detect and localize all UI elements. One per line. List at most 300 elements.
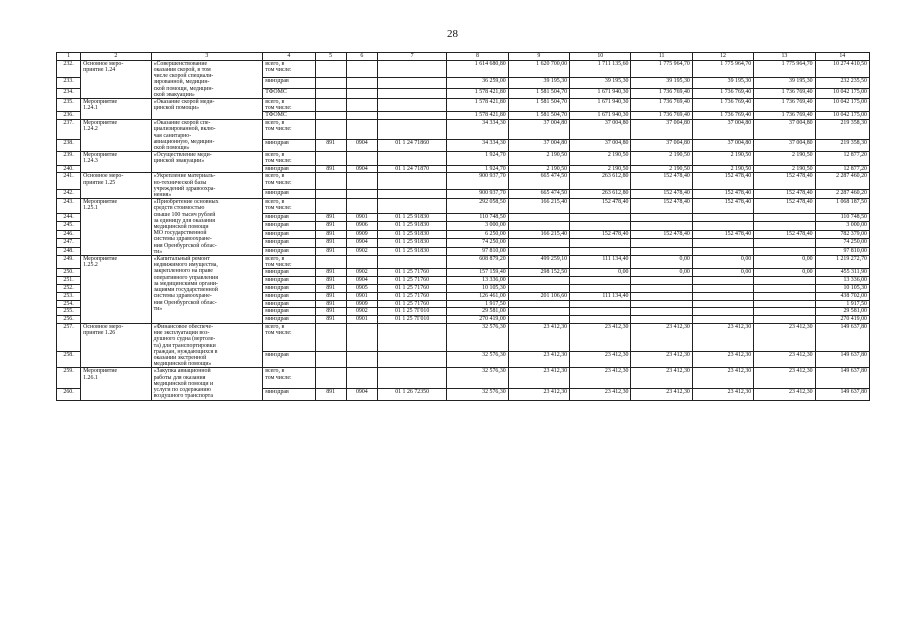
year-amount-cell: 39 195,30 — [631, 78, 692, 88]
executor-cell: минздрав — [263, 140, 315, 152]
section-code-cell — [346, 60, 377, 78]
year-amount-cell — [631, 316, 692, 324]
total-amount-cell: 1 068 187,50 — [815, 199, 869, 214]
executor-cell: минздрав — [263, 247, 315, 255]
grbs-code-cell: 891 — [315, 140, 346, 152]
row-number-cell: 258. — [57, 352, 81, 368]
year-amount-cell: 1 736 769,40 — [692, 99, 753, 112]
row-number-cell: 246. — [57, 230, 81, 238]
year-amount-cell: 499 259,10 — [508, 256, 569, 269]
executor-cell: всего, в том числе: — [263, 173, 315, 189]
year-amount-cell — [692, 300, 753, 308]
activity-description-cell: «Финансовое обеспече- ние эксплуатации воз- душного судна (вертоле- та) для транспортировки граждан, нуждающихся в оказании экстренной медицинской помощи» — [151, 324, 263, 368]
total-amount-cell: 12 877,20 — [815, 165, 869, 173]
row-number-cell: 250. — [57, 269, 81, 277]
year-amount-cell: 23 412,30 — [754, 388, 815, 400]
year-amount-cell: 23 412,30 — [754, 368, 815, 388]
row-number-cell: 241. — [57, 173, 81, 189]
table-row — [57, 173, 870, 189]
executor-cell: минздрав — [263, 352, 315, 368]
year-amount-cell: 0,00 — [570, 269, 631, 277]
year-amount-cell: 39 195,30 — [692, 78, 753, 88]
section-code-cell: 0901 — [346, 316, 377, 324]
year-amount-cell — [570, 316, 631, 324]
year-amount-cell: 1 775 964,70 — [692, 60, 753, 78]
executor-cell: всего, в том числе: — [263, 324, 315, 352]
year-amount-cell: 0,00 — [754, 256, 815, 269]
year-amount-cell: 292 058,50 — [447, 199, 508, 214]
year-amount-cell: 152 478,40 — [631, 230, 692, 238]
year-amount-cell: 23 412,30 — [754, 324, 815, 352]
section-code-cell: 0901 — [346, 292, 377, 300]
executor-cell: минздрав — [263, 300, 315, 308]
year-amount-cell: 37 004,80 — [754, 120, 815, 140]
column-number: 2 — [81, 53, 151, 61]
year-amount-cell — [754, 277, 815, 285]
year-amount-cell: 152 478,40 — [754, 230, 815, 238]
target-article-cell: 01 1 25 71760 — [377, 292, 446, 300]
activity-description-cell: «Оказание скорой спе- циализированной, вклю- чая санитарно- авиационную, медицин- ской помощи» — [151, 120, 263, 152]
activity-name-cell: Мероприятие 1.24.2 — [81, 120, 151, 152]
target-article-cell: 01 1 25 91830 — [377, 230, 446, 238]
grbs-code-cell — [315, 78, 346, 88]
grbs-code-cell — [315, 324, 346, 352]
executor-cell: минздрав — [263, 277, 315, 285]
total-amount-cell: 10 274 410,50 — [815, 60, 869, 78]
table-row — [57, 256, 870, 269]
activity-name-cell: Основное меро- приятие 1.25 — [81, 173, 151, 199]
year-amount-cell: 1 614 680,80 — [447, 60, 508, 78]
year-amount-cell: 39 195,30 — [754, 78, 815, 88]
year-amount-cell — [508, 316, 569, 324]
total-amount-cell: 3 000,00 — [815, 222, 869, 230]
year-amount-cell — [570, 285, 631, 293]
row-number-cell: 236. — [57, 112, 81, 120]
year-amount-cell — [570, 308, 631, 316]
target-article-cell: 01 1 24 71870 — [377, 165, 446, 173]
activity-name-cell: Основное меро- приятие 1.26 — [81, 324, 151, 368]
year-amount-cell — [631, 213, 692, 221]
activity-description-cell: «Приобретение основных средств стоимостью свыше 100 тысяч рублей за единицу для оказания медицинской помощи МО государственной системы здравоохране- ния Оренбургской облас- ти» — [151, 199, 263, 256]
year-amount-cell: 1 736 769,40 — [754, 99, 815, 112]
grbs-code-cell — [315, 368, 346, 388]
year-amount-cell: 152 478,40 — [631, 189, 692, 199]
year-amount-cell — [754, 239, 815, 247]
year-amount-cell — [508, 300, 569, 308]
year-amount-cell: 0,00 — [692, 256, 753, 269]
grbs-code-cell: 891 — [315, 388, 346, 400]
total-amount-cell: 2 287 460,20 — [815, 173, 869, 189]
year-amount-cell: 23 412,30 — [508, 352, 569, 368]
total-amount-cell: 2 287 460,20 — [815, 189, 869, 199]
grbs-code-cell — [315, 173, 346, 189]
section-code-cell — [346, 368, 377, 388]
year-amount-cell: 1 924,70 — [447, 152, 508, 165]
year-amount-cell — [631, 239, 692, 247]
column-number: 7 — [377, 53, 446, 61]
year-amount-cell: 1 671 940,30 — [570, 88, 631, 98]
year-amount-cell — [570, 300, 631, 308]
grbs-code-cell: 891 — [315, 165, 346, 173]
year-amount-cell: 74 250,00 — [447, 239, 508, 247]
year-amount-cell: 32 576,30 — [447, 368, 508, 388]
grbs-code-cell: 891 — [315, 230, 346, 238]
year-amount-cell — [754, 292, 815, 300]
year-amount-cell: 152 478,40 — [692, 173, 753, 189]
executor-cell: ТФОМС — [263, 88, 315, 98]
year-amount-cell: 111 134,40 — [570, 292, 631, 300]
year-amount-cell: 3 000,00 — [447, 222, 508, 230]
year-amount-cell: 36 259,00 — [447, 78, 508, 88]
target-article-cell — [377, 352, 446, 368]
year-amount-cell: 32 576,30 — [447, 388, 508, 400]
executor-cell: минздрав — [263, 269, 315, 277]
section-code-cell — [346, 173, 377, 189]
year-amount-cell: 23 412,30 — [692, 352, 753, 368]
year-amount-cell — [570, 213, 631, 221]
year-amount-cell: 37 004,80 — [754, 140, 815, 152]
year-amount-cell: 2 190,50 — [754, 165, 815, 173]
target-article-cell — [377, 199, 446, 214]
year-amount-cell — [508, 213, 569, 221]
target-article-cell: 01 1 25 91830 — [377, 239, 446, 247]
year-amount-cell: 152 478,40 — [570, 230, 631, 238]
year-amount-cell — [570, 277, 631, 285]
year-amount-cell: 39 195,30 — [508, 78, 569, 88]
year-amount-cell — [692, 239, 753, 247]
year-amount-cell: 152 478,40 — [570, 199, 631, 214]
year-amount-cell: 37 004,80 — [692, 140, 753, 152]
row-number-cell: 245. — [57, 222, 81, 230]
year-amount-cell: 34 334,30 — [447, 120, 508, 140]
year-amount-cell: 32 576,30 — [447, 324, 508, 352]
total-amount-cell: 782 379,00 — [815, 230, 869, 238]
total-amount-cell: 149 637,80 — [815, 324, 869, 352]
grbs-code-cell — [315, 112, 346, 120]
target-article-cell: 01 1 25 7Г010 — [377, 316, 446, 324]
year-amount-cell: 1 620 700,00 — [508, 60, 569, 78]
year-amount-cell — [692, 222, 753, 230]
year-amount-cell: 32 576,30 — [447, 352, 508, 368]
year-amount-cell: 2 190,50 — [508, 152, 569, 165]
grbs-code-cell: 891 — [315, 213, 346, 221]
column-number: 11 — [631, 53, 692, 61]
target-article-cell — [377, 152, 446, 165]
year-amount-cell: 201 106,60 — [508, 292, 569, 300]
year-amount-cell: 152 478,40 — [692, 189, 753, 199]
year-amount-cell — [754, 308, 815, 316]
year-amount-cell: 2 190,50 — [508, 165, 569, 173]
activity-description-cell: «Закупка авиационной работы для оказания медицинской помощи и услуги по содержанию воздушного транспорта — [151, 368, 263, 400]
executor-cell: минздрав — [263, 230, 315, 238]
executor-cell: всего, в том числе: — [263, 60, 315, 78]
grbs-code-cell — [315, 189, 346, 199]
grbs-code-cell — [315, 120, 346, 140]
year-amount-cell — [570, 239, 631, 247]
year-amount-cell — [631, 308, 692, 316]
row-number-cell: 233. — [57, 78, 81, 88]
section-code-cell: 0901 — [346, 213, 377, 221]
grbs-code-cell: 891 — [315, 269, 346, 277]
activity-description-cell: «Оказание скорой меди- цинской помощи» — [151, 99, 263, 120]
row-number-cell: 243. — [57, 199, 81, 214]
section-code-cell: 0905 — [346, 285, 377, 293]
row-number-cell: 253. — [57, 292, 81, 300]
row-number-cell: 259. — [57, 368, 81, 388]
table-row — [57, 60, 870, 78]
activity-name-cell: Мероприятие 1.24.3 — [81, 152, 151, 173]
executor-cell: всего, в том числе: — [263, 256, 315, 269]
column-number: 3 — [151, 53, 263, 61]
target-article-cell: 01 1 25 71760 — [377, 269, 446, 277]
year-amount-cell: 29 581,00 — [447, 308, 508, 316]
year-amount-cell: 152 478,40 — [692, 230, 753, 238]
total-amount-cell: 74 250,00 — [815, 239, 869, 247]
grbs-code-cell: 891 — [315, 316, 346, 324]
target-article-cell — [377, 99, 446, 112]
executor-cell: всего, в том числе: — [263, 199, 315, 214]
executor-cell: минздрав — [263, 165, 315, 173]
row-number-cell: 232. — [57, 60, 81, 78]
year-amount-cell: 1 671 940,30 — [570, 99, 631, 112]
year-amount-cell: 1 711 135,60 — [570, 60, 631, 78]
year-amount-cell: 2 190,50 — [570, 165, 631, 173]
table-row — [57, 99, 870, 112]
row-number-cell: 254. — [57, 300, 81, 308]
target-article-cell — [377, 112, 446, 120]
year-amount-cell — [754, 285, 815, 293]
section-code-cell: 0909 — [346, 230, 377, 238]
year-amount-cell: 34 334,30 — [447, 140, 508, 152]
grbs-code-cell: 891 — [315, 222, 346, 230]
table-row — [57, 120, 870, 140]
year-amount-cell — [754, 300, 815, 308]
executor-cell: всего, в том числе: — [263, 99, 315, 112]
executor-cell: минздрав — [263, 222, 315, 230]
year-amount-cell: 23 412,30 — [631, 324, 692, 352]
year-amount-cell: 37 004,80 — [631, 140, 692, 152]
total-amount-cell: 1 917,50 — [815, 300, 869, 308]
target-article-cell — [377, 60, 446, 78]
executor-cell: всего, в том числе: — [263, 120, 315, 140]
year-amount-cell: 23 412,30 — [754, 352, 815, 368]
year-amount-cell: 166 215,40 — [508, 199, 569, 214]
year-amount-cell: 1 775 964,70 — [754, 60, 815, 78]
total-amount-cell: 12 877,20 — [815, 152, 869, 165]
target-article-cell — [377, 78, 446, 88]
year-amount-cell — [508, 247, 569, 255]
year-amount-cell: 2 190,50 — [570, 152, 631, 165]
year-amount-cell: 608 879,20 — [447, 256, 508, 269]
year-amount-cell: 152 478,40 — [754, 189, 815, 199]
year-amount-cell: 23 412,30 — [692, 324, 753, 352]
year-amount-cell: 37 004,80 — [631, 120, 692, 140]
year-amount-cell — [570, 222, 631, 230]
section-code-cell — [346, 112, 377, 120]
total-amount-cell: 149 637,80 — [815, 368, 869, 388]
target-article-cell: 01 1 25 91830 — [377, 247, 446, 255]
column-number: 10 — [570, 53, 631, 61]
year-amount-cell: 1 736 769,40 — [754, 112, 815, 120]
executor-cell: минздрав — [263, 316, 315, 324]
year-amount-cell: 1 578 421,80 — [447, 112, 508, 120]
row-number-cell: 242. — [57, 189, 81, 199]
year-amount-cell: 23 412,30 — [631, 352, 692, 368]
year-amount-cell: 665 474,50 — [508, 189, 569, 199]
target-article-cell: 01 1 25 71760 — [377, 285, 446, 293]
table-row — [57, 368, 870, 388]
grbs-code-cell — [315, 199, 346, 214]
total-amount-cell: 149 637,80 — [815, 388, 869, 400]
grbs-code-cell: 891 — [315, 285, 346, 293]
grbs-code-cell: 891 — [315, 239, 346, 247]
section-code-cell — [346, 324, 377, 352]
total-amount-cell: 10 042 175,00 — [815, 99, 869, 112]
total-amount-cell: 97 810,00 — [815, 247, 869, 255]
grbs-code-cell — [315, 88, 346, 98]
target-article-cell — [377, 368, 446, 388]
year-amount-cell: 23 412,30 — [508, 388, 569, 400]
row-number-cell: 240. — [57, 165, 81, 173]
year-amount-cell — [508, 222, 569, 230]
column-number: 13 — [754, 53, 815, 61]
year-amount-cell — [631, 247, 692, 255]
year-amount-cell — [570, 247, 631, 255]
year-amount-cell: 23 412,30 — [570, 324, 631, 352]
target-article-cell: 01 1 25 91830 — [377, 222, 446, 230]
year-amount-cell — [692, 277, 753, 285]
grbs-code-cell: 891 — [315, 308, 346, 316]
section-code-cell — [346, 120, 377, 140]
total-amount-cell: 219 358,30 — [815, 140, 869, 152]
executor-cell: минздрав — [263, 308, 315, 316]
total-amount-cell: 29 581,00 — [815, 308, 869, 316]
year-amount-cell: 298 152,50 — [508, 269, 569, 277]
executor-cell: минздрав — [263, 189, 315, 199]
activity-name-cell: Мероприятие 1.24.1 — [81, 99, 151, 120]
year-amount-cell — [508, 277, 569, 285]
column-number: 12 — [692, 53, 753, 61]
executor-cell: минздрав — [263, 285, 315, 293]
year-amount-cell: 10 105,30 — [447, 285, 508, 293]
total-amount-cell: 219 358,30 — [815, 120, 869, 140]
target-article-cell: 01 1 26 72350 — [377, 388, 446, 400]
year-amount-cell — [631, 285, 692, 293]
year-amount-cell: 13 336,00 — [447, 277, 508, 285]
year-amount-cell: 1 736 769,40 — [692, 112, 753, 120]
executor-cell: ТФОМС — [263, 112, 315, 120]
total-amount-cell: 232 235,50 — [815, 78, 869, 88]
year-amount-cell — [754, 222, 815, 230]
column-number-row — [57, 53, 870, 61]
year-amount-cell: 1 736 769,40 — [631, 88, 692, 98]
year-amount-cell: 166 215,40 — [508, 230, 569, 238]
year-amount-cell: 152 478,40 — [631, 199, 692, 214]
year-amount-cell: 2 190,50 — [631, 152, 692, 165]
section-code-cell — [346, 99, 377, 112]
grbs-code-cell — [315, 256, 346, 269]
activity-description-cell: «Капитальный ремонт недвижимого имущества, закрепленного на праве оперативного управления за медицинскими органи- зациями государственной системы здравоохране- ния Оренбургской облас- ти» — [151, 256, 263, 324]
year-amount-cell: 1 736 769,40 — [692, 88, 753, 98]
column-number: 4 — [263, 53, 315, 61]
year-amount-cell — [754, 213, 815, 221]
grbs-code-cell — [315, 99, 346, 112]
year-amount-cell: 1 581 504,70 — [508, 99, 569, 112]
year-amount-cell — [631, 222, 692, 230]
activity-description-cell: «Осуществление меди- цинской эвакуации» — [151, 152, 263, 173]
year-amount-cell — [631, 300, 692, 308]
year-amount-cell: 23 412,30 — [508, 368, 569, 388]
year-amount-cell — [692, 285, 753, 293]
executor-cell: минздрав — [263, 239, 315, 247]
section-code-cell — [346, 352, 377, 368]
table-row — [57, 199, 870, 214]
year-amount-cell: 97 810,00 — [447, 247, 508, 255]
target-article-cell: 01 1 24 71860 — [377, 140, 446, 152]
year-amount-cell: 1 775 964,70 — [631, 60, 692, 78]
grbs-code-cell: 891 — [315, 292, 346, 300]
row-number-cell: 257. — [57, 324, 81, 352]
year-amount-cell — [692, 316, 753, 324]
section-code-cell: 0909 — [346, 300, 377, 308]
year-amount-cell: 23 412,30 — [631, 388, 692, 400]
year-amount-cell: 37 004,80 — [508, 120, 569, 140]
year-amount-cell: 37 004,80 — [692, 120, 753, 140]
section-code-cell: 0904 — [346, 388, 377, 400]
total-amount-cell: 110 748,50 — [815, 213, 869, 221]
year-amount-cell — [754, 247, 815, 255]
year-amount-cell — [754, 316, 815, 324]
year-amount-cell: 23 412,30 — [570, 368, 631, 388]
target-article-cell: 01 1 25 91830 — [377, 213, 446, 221]
year-amount-cell: 111 134,40 — [570, 256, 631, 269]
year-amount-cell: 900 937,70 — [447, 173, 508, 189]
year-amount-cell: 152 478,40 — [692, 199, 753, 214]
year-amount-cell: 152 478,40 — [754, 173, 815, 189]
year-amount-cell: 1 581 504,70 — [508, 112, 569, 120]
grbs-code-cell — [315, 352, 346, 368]
year-amount-cell: 23 412,30 — [570, 388, 631, 400]
year-amount-cell: 152 478,40 — [631, 173, 692, 189]
row-number-cell: 248. — [57, 247, 81, 255]
row-number-cell: 260. — [57, 388, 81, 400]
target-article-cell: 01 1 25 7Г010 — [377, 308, 446, 316]
year-amount-cell: 665 474,50 — [508, 173, 569, 189]
budget-table — [56, 52, 870, 401]
year-amount-cell: 126 461,00 — [447, 292, 508, 300]
year-amount-cell: 1 578 421,80 — [447, 88, 508, 98]
section-code-cell: 0902 — [346, 269, 377, 277]
year-amount-cell: 37 004,80 — [570, 120, 631, 140]
year-amount-cell: 1 736 769,40 — [631, 99, 692, 112]
year-amount-cell — [692, 292, 753, 300]
section-code-cell: 0904 — [346, 277, 377, 285]
row-number-cell: 249. — [57, 256, 81, 269]
year-amount-cell: 1 581 504,70 — [508, 88, 569, 98]
year-amount-cell: 0,00 — [692, 269, 753, 277]
grbs-code-cell: 891 — [315, 247, 346, 255]
target-article-cell — [377, 120, 446, 140]
year-amount-cell — [631, 277, 692, 285]
year-amount-cell — [692, 213, 753, 221]
section-code-cell: 0906 — [346, 222, 377, 230]
target-article-cell: 01 1 25 71760 — [377, 300, 446, 308]
total-amount-cell: 10 105,30 — [815, 285, 869, 293]
total-amount-cell: 1 219 272,70 — [815, 256, 869, 269]
grbs-code-cell: 891 — [315, 277, 346, 285]
section-code-cell: 0904 — [346, 165, 377, 173]
year-amount-cell: 2 190,50 — [692, 165, 753, 173]
